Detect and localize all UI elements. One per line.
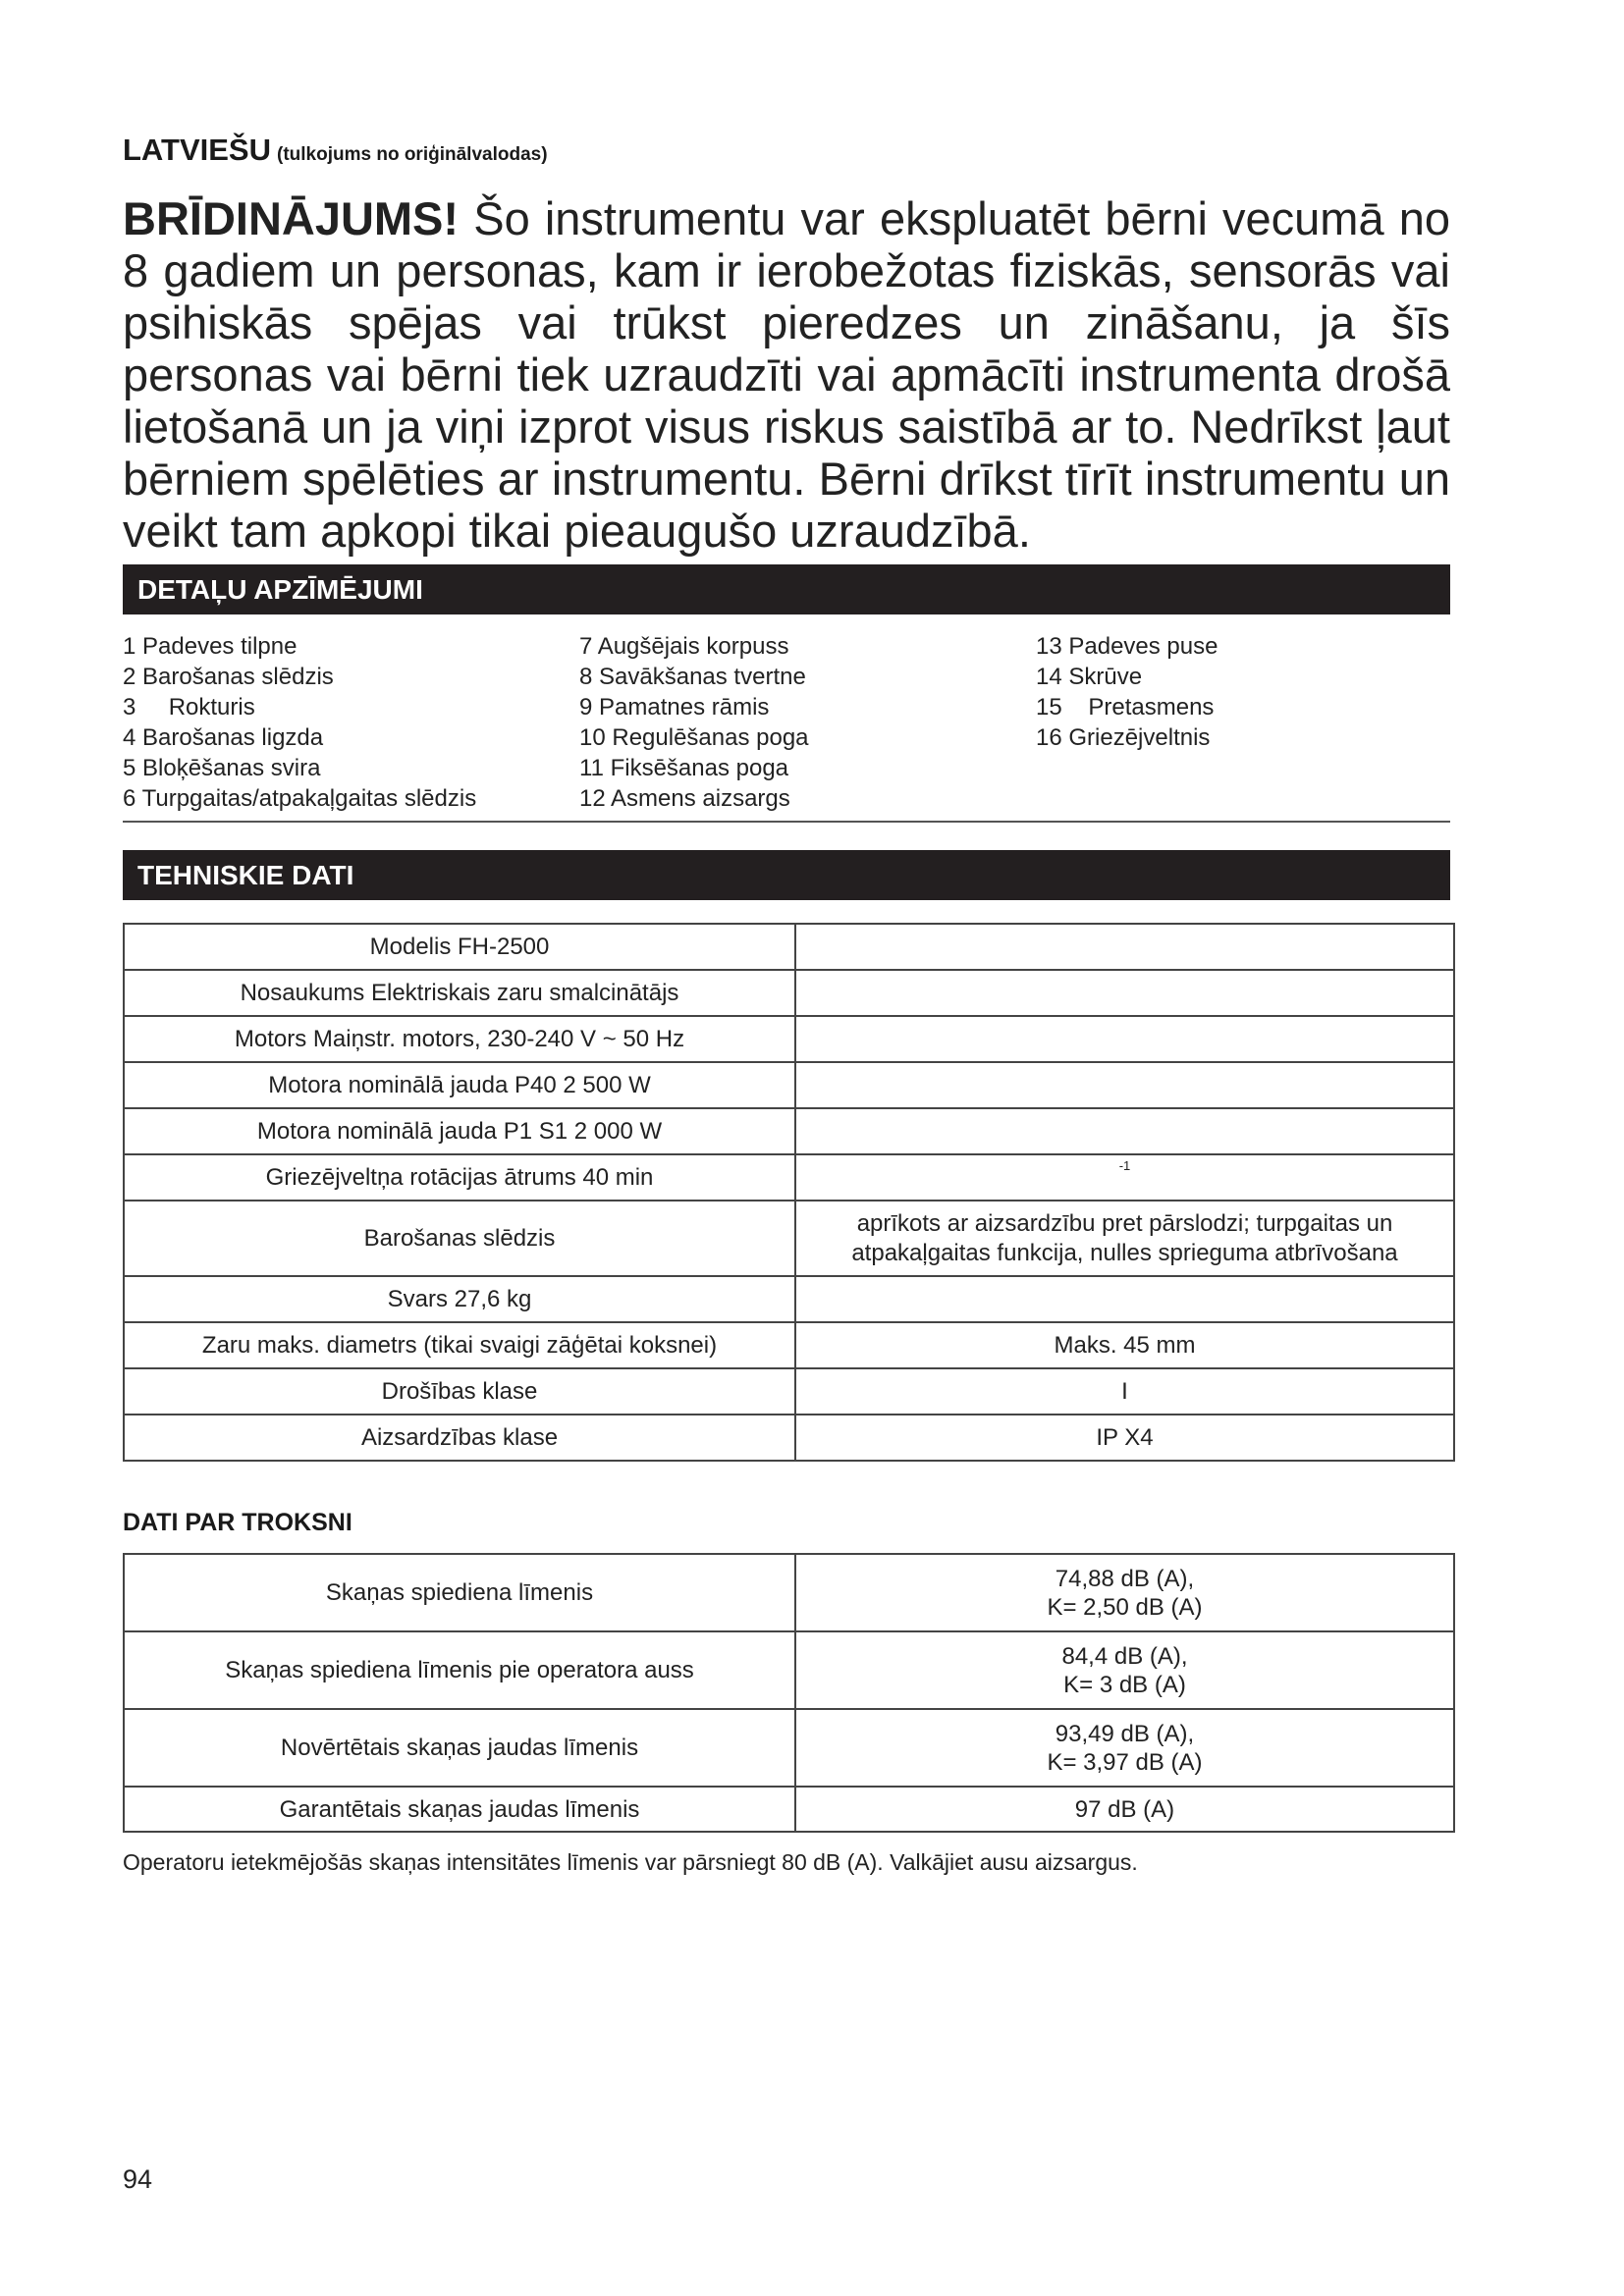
table-cell: Skaņas spiediena līmenis pie operatora auss: [124, 1631, 795, 1709]
table-row: [124, 1322, 1454, 1368]
table-cell: Motors Maiņstr. motors, 230-240 V ~ 50 Hz: [124, 1016, 795, 1062]
table-cell: Svars 27,6 kg: [124, 1276, 795, 1322]
table-row: [124, 1709, 1454, 1787]
table-cell: Griezējveltņa rotācijas ātrums 40 min: [124, 1154, 795, 1201]
noise-value: 74,88 dB (A),: [1055, 1565, 1195, 1592]
table-cell: IP X4: [795, 1415, 1454, 1461]
table-cell: [795, 1016, 1454, 1062]
warning-paragraph: [123, 192, 1450, 557]
warning-label: BRĪDINĀJUMS!: [123, 192, 460, 244]
table-cell: Maks. 45 mm: [795, 1322, 1454, 1368]
part-item: 13 Padeves puse: [1036, 633, 1218, 660]
table-cell: Zaru maks. diametrs (tikai svaigi zāģētai koksnei): [124, 1322, 795, 1368]
language-name: LATVIEŠU: [123, 133, 271, 167]
part-item: 12 Asmens aizsargs: [579, 785, 790, 812]
table-cell: Motora nominālā jauda P40 2 500 W: [124, 1062, 795, 1108]
page-number: 94: [123, 2164, 153, 2194]
table-row: [124, 1368, 1454, 1415]
table-row: [124, 1631, 1454, 1709]
part-item: 9 Pamatnes rāmis: [579, 694, 770, 721]
parts-divider: [123, 821, 1450, 823]
table-cell: I: [795, 1368, 1454, 1415]
table-cell: Barošanas slēdzis: [124, 1201, 795, 1276]
table-row: [124, 1554, 1454, 1631]
part-item: 1 Padeves tilpne: [123, 633, 298, 660]
noise-section-title: DATI PAR TROKSNI: [123, 1509, 352, 1536]
table-cell: [795, 970, 1454, 1016]
table-cell: [795, 1787, 1454, 1832]
part-item: 11 Fiksēšanas poga: [579, 755, 789, 781]
table-cell: Modelis FH-2500: [124, 924, 795, 970]
table-cell: Garantētais skaņas jaudas līmenis: [124, 1787, 795, 1832]
noise-value: 84,4 dB (A),: [1061, 1642, 1188, 1670]
table-cell: Nosaukums Elektriskais zaru smalcinātājs: [124, 970, 795, 1016]
table-row: [124, 1016, 1454, 1062]
table-cell: [795, 1154, 1454, 1201]
table-cell: Novērtētais skaņas jaudas līmenis: [124, 1709, 795, 1787]
language-title: [123, 133, 548, 168]
part-item: 5 Bloķēšanas svira: [123, 755, 321, 781]
table-row: [124, 970, 1454, 1016]
part-item: 16 Griezējveltnis: [1036, 724, 1211, 751]
warning-text: Šo instrumentu var ekspluatēt bērni vecumā no 8 gadiem un personas, kam ir ierobežotas fiziskās, sensorās vai psihiskās spējas vai trūkst pieredzes un zināšanu, ja šīs personas vai bērni tiek uzraudzīti vai apmācīti instrumenta drošā lietošanā un ja viņi izprot visus riskus saistībā ar to. Nedrīkst ļaut bērniem spēlēties ar instrumentu. Bērni drīkst tīrīt instrumentu un veikt tam apkopi tikai pieaugušo uzraudzībā.: [123, 192, 1451, 557]
table-cell: [795, 1631, 1454, 1709]
part-item: 4 Barošanas ligzda: [123, 724, 324, 751]
table-cell: Drošības klase: [124, 1368, 795, 1415]
part-item: 14 Skrūve: [1036, 664, 1143, 690]
table-row: [124, 924, 1454, 970]
superscript: -1: [1118, 1157, 1131, 1173]
table-row: [124, 1201, 1454, 1276]
noise-uncertainty: K= 3 dB (A): [1063, 1671, 1186, 1698]
parts-column-2: [579, 631, 809, 814]
parts-column-1: [123, 631, 476, 814]
table-cell: [795, 1554, 1454, 1631]
part-item: 2 Barošanas slēdzis: [123, 664, 334, 690]
part-item: 15 Pretasmens: [1036, 694, 1215, 721]
table-row: [124, 1062, 1454, 1108]
noise-value: 93,49 dB (A),: [1055, 1720, 1195, 1747]
table-cell: Aizsardzības klase: [124, 1415, 795, 1461]
table-row: [124, 1154, 1454, 1201]
parts-column-3: [1036, 631, 1218, 753]
table-row: [124, 1108, 1454, 1154]
table-cell: [795, 1709, 1454, 1787]
part-item: 8 Savākšanas tvertne: [579, 664, 806, 690]
table-row: [124, 1787, 1454, 1832]
table-cell: aprīkots ar aizsardzību pret pārslodzi; turpgaitas un atpakaļgaitas funkcija, nulles sprieguma atbrīvošana: [795, 1201, 1454, 1276]
tech-section-header: TEHNISKIE DATI: [123, 850, 1450, 900]
noise-uncertainty: K= 2,50 dB (A): [1047, 1593, 1203, 1621]
parts-section-header: DETAĻU APZĪMĒJUMI: [123, 564, 1450, 614]
table-row: [124, 1415, 1454, 1461]
noise-data-table: [123, 1553, 1455, 1833]
part-item: 6 Turpgaitas/atpakaļgaitas slēdzis: [123, 785, 477, 812]
part-item: 7 Augšējais korpuss: [579, 633, 789, 660]
noise-value: 97 dB (A): [1074, 1795, 1175, 1823]
table-cell: [795, 1108, 1454, 1154]
noise-uncertainty: K= 3,97 dB (A): [1047, 1748, 1203, 1776]
part-item: 10 Regulēšanas poga: [579, 724, 809, 751]
table-cell: Motora nominālā jauda P1 S1 2 000 W: [124, 1108, 795, 1154]
language-subtitle: (tulkojums no oriģinālvalodas): [277, 144, 548, 165]
tech-data-table: [123, 923, 1455, 1462]
noise-note: Operatoru ietekmējošās skaņas intensitātes līmenis var pārsniegt 80 dB (A). Valkājiet ausu aizsargus.: [123, 1849, 1138, 1875]
table-cell: Skaņas spiediena līmenis: [124, 1554, 795, 1631]
table-row: [124, 1276, 1454, 1322]
table-cell: [795, 1062, 1454, 1108]
part-item: 3 Rokturis: [123, 694, 255, 721]
table-cell: [795, 1276, 1454, 1322]
table-cell: [795, 924, 1454, 970]
